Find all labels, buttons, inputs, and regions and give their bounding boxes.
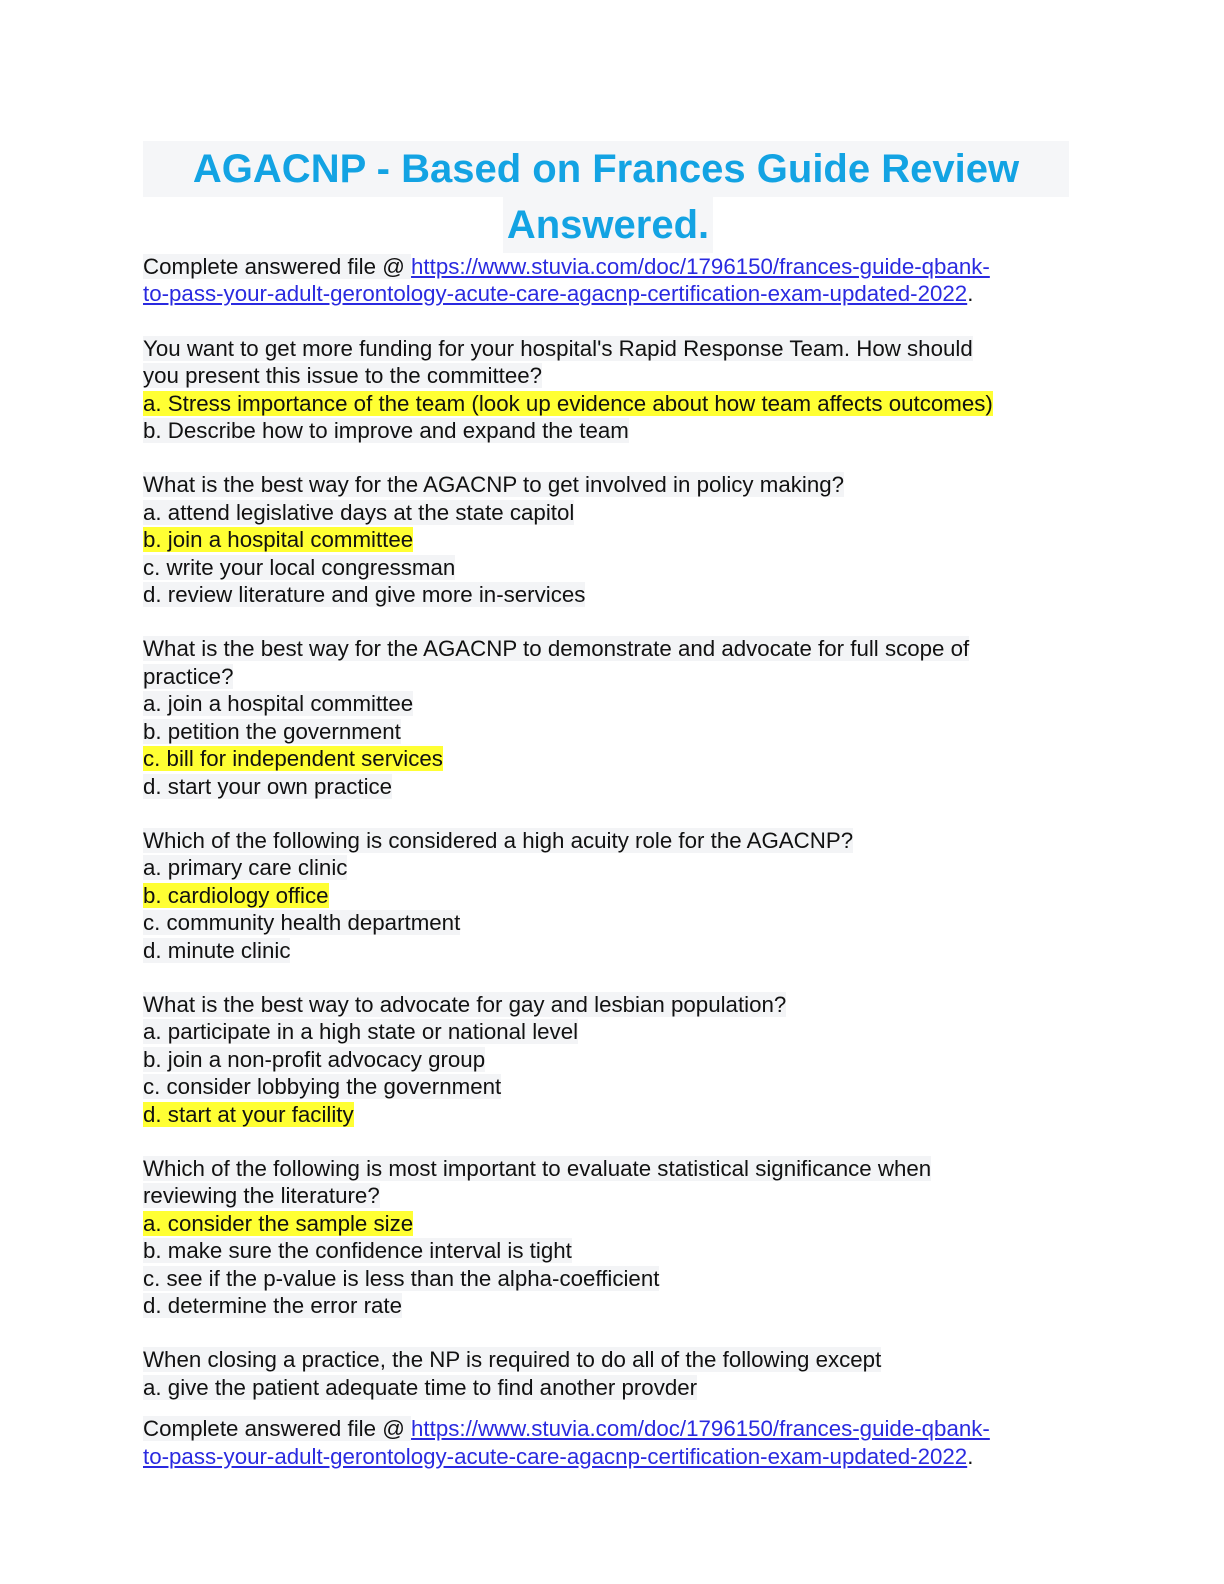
link-block-bottom [143,1415,1073,1470]
answer-option-correct: b. join a hospital committee [143,527,414,553]
page-title-line-2: Answered. [503,197,713,253]
question-block [143,991,1073,1128]
link-prefix: Complete answered file @ [143,1416,412,1442]
stuvia-link-part-1[interactable]: https://www.stuvia.com/doc/1796150/frances-guide-qbank- [411,1416,990,1442]
question-block [143,1155,1073,1319]
answer-option: c. write your local congressman [143,554,456,580]
question-block [143,827,1073,964]
answer-option-correct: a. Stress importance of the team (look up evidence about how team affects outcomes) [143,390,993,416]
answer-option: d. start your own practice [143,773,393,799]
answer-option: a. primary care clinic [143,855,348,881]
answer-option: a. attend legislative days at the state capitol [143,499,575,525]
answer-option: c. see if the p-value is less than the alpha-coefficient [143,1265,660,1291]
answer-option: a. participate in a high state or national level [143,1019,579,1045]
answer-option: d. review literature and give more in-services [143,582,586,608]
answer-option-correct: c. bill for independent services [143,746,443,772]
answer-option: a. give the patient adequate time to find another provder [143,1374,698,1400]
question-text: What is the best way for the AGACNP to demonstrate and advocate for full scope of [143,636,970,662]
link-prefix: Complete answered file @ [143,254,412,279]
answer-option: d. determine the error rate [143,1293,403,1318]
question-text: When closing a practice, the NP is required to do all of the following except [143,1347,882,1373]
question-block [143,635,1073,799]
question-block [143,471,1073,608]
question-list [143,335,1073,1401]
answer-option-correct: b. cardiology office [143,882,329,908]
answer-option: b. Describe how to improve and expand the team [143,418,629,444]
answer-option-correct: d. start at your facility [143,1101,354,1127]
stuvia-link-part-2[interactable]: to-pass-your-adult-gerontology-acute-care-agacnp-certification-exam-updated-2022 [143,281,968,307]
answer-option: a. join a hospital committee [143,691,414,717]
answer-option: b. join a non-profit advocacy group [143,1046,486,1072]
question-text: reviewing the literature? [143,1183,380,1209]
link-block-top [143,253,1073,308]
document-page [143,141,1073,1470]
question-block [143,335,1073,445]
question-text: Which of the following is considered a high acuity role for the AGACNP? [143,827,854,853]
stuvia-link-part-1[interactable]: https://www.stuvia.com/doc/1796150/frances-guide-qbank- [411,254,990,279]
answer-option: c. consider lobbying the government [143,1074,502,1100]
question-text: you present this issue to the committee? [143,363,543,389]
question-text: What is the best way for the AGACNP to get involved in policy making? [143,472,845,498]
page-title-line-1: AGACNP - Based on Frances Guide Review [143,141,1069,197]
question-text: Which of the following is most important to evaluate statistical significance when [143,1155,932,1181]
link-suffix: . [967,281,974,307]
page-title-line-2-wrap [143,197,1073,253]
stuvia-link-part-2[interactable]: to-pass-your-adult-gerontology-acute-care-agacnp-certification-exam-updated-2022 [143,1443,968,1469]
question-text: What is the best way to advocate for gay and lesbian population? [143,991,787,1017]
answer-option: c. community health department [143,910,461,936]
answer-option-correct: a. consider the sample size [143,1210,414,1236]
answer-option: b. make sure the confidence interval is tight [143,1238,572,1264]
link-suffix: . [967,1443,974,1469]
question-text: You want to get more funding for your hospital's Rapid Response Team. How should [143,335,973,361]
answer-option: b. petition the government [143,718,401,744]
question-block [143,1346,1073,1401]
answer-option: d. minute clinic [143,937,291,963]
question-text: practice? [143,663,234,689]
